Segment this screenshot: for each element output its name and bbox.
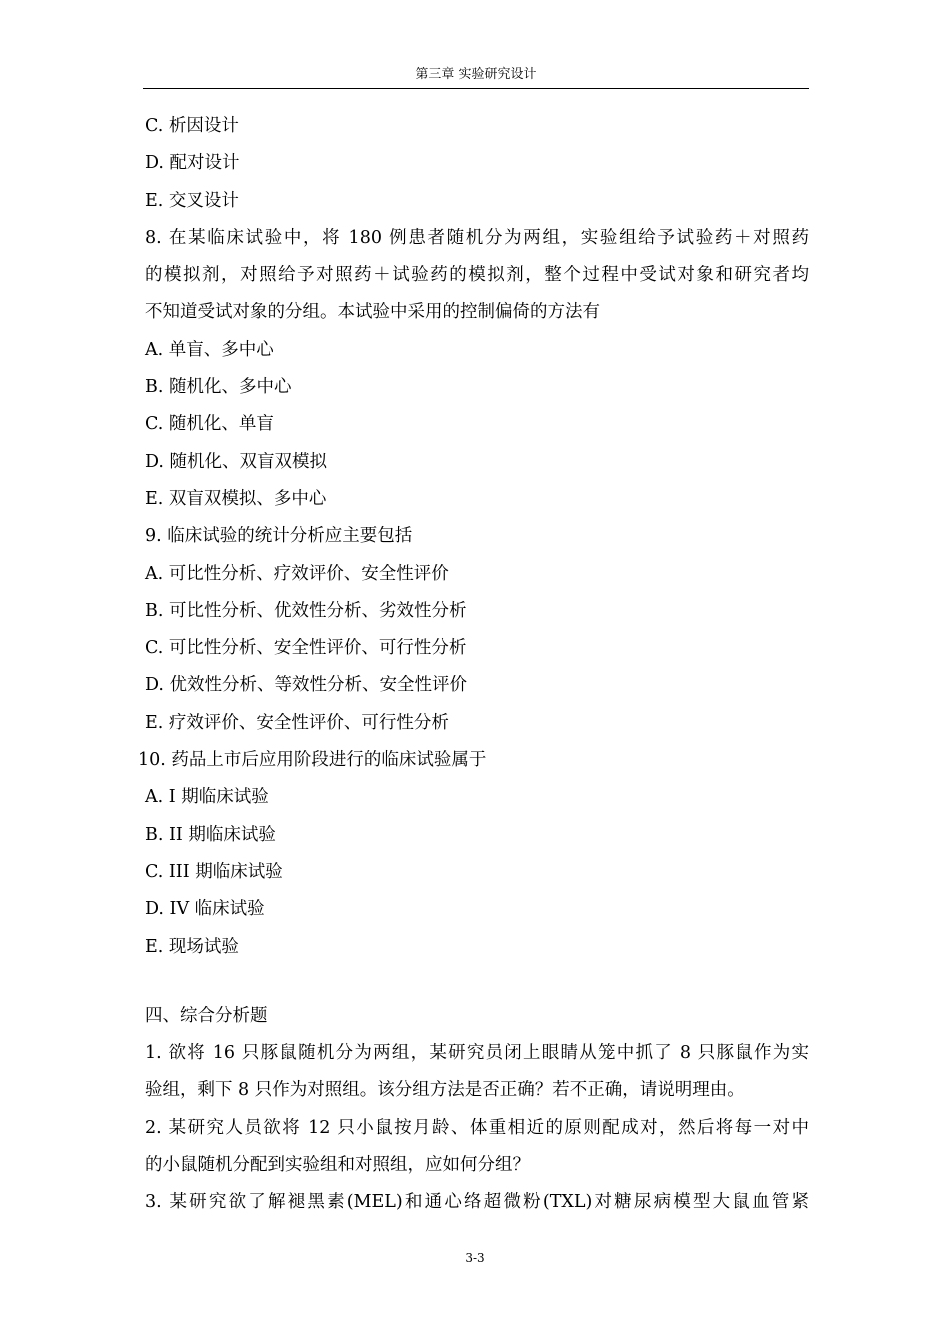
option-c-q9: C. 可比性分析、安全性评价、可行性分析 [145,638,467,659]
option-e-q7: E. 交叉设计 [145,190,239,211]
question-9: 9. 临床试验的统计分析应主要包括 [145,526,413,547]
option-a-q10: A. I 期临床试验 [145,787,269,808]
page-header: 第三章 实验研究设计 [415,67,537,82]
analysis-q2-line-2: 的小鼠随机分配到实验组和对照组，应如何分组？ [145,1155,530,1176]
option-e-q8: E. 双盲双模拟、多中心 [145,488,327,509]
option-a-q9: A. 可比性分析、疗效评价、安全性评价 [145,563,449,584]
question-8-line-1: 8. 在某临床试验中，将 180 例患者随机分为两组，实验组给予试验药＋对照药 [145,227,809,248]
option-d-q9: D. 优效性分析、等效性分析、安全性评价 [145,675,468,696]
question-8-line-3: 不知道受试对象的分组。本试验中采用的控制偏倚的方法有 [145,302,600,323]
option-b-q9: B. 可比性分析、优效性分析、劣效性分析 [145,600,467,621]
analysis-q1-line-2: 验组，剩下 8 只作为对照组。该分组方法是否正确？若不正确，请说明理由。 [145,1080,745,1101]
option-b-q10: B. II 期临床试验 [145,824,276,845]
option-d-q7: D. 配对设计 [145,153,240,174]
analysis-q1-line-1: 1. 欲将 16 只豚鼠随机分为两组，某研究员闭上眼睛从笼中抓了 8 只豚鼠作为实 [145,1043,809,1064]
page-number: 3-3 [465,1251,485,1265]
option-b-q8: B. 随机化、多中心 [145,377,292,398]
option-c-q8: C. 随机化、单盲 [145,414,274,435]
option-c-q7: C. 析因设计 [145,116,239,136]
question-8-line-2: 的模拟剂，对照给予对照药＋试验药的模拟剂，整个过程中受试对象和研究者均 [145,265,809,286]
document-body [138,111,809,1225]
header-rule [143,88,809,89]
analysis-q3-line-1: 3. 某研究欲了解褪黑素(MEL)和通心络超微粉(TXL)对糖尿病模型大鼠血管紧 [145,1192,809,1213]
option-c-q10: C. III 期临床试验 [145,861,283,882]
section-heading: 四、综合分析题 [145,1005,268,1026]
option-a-q8: A. 单盲、多中心 [145,339,274,360]
section-gap [145,969,809,1001]
option-e-q9: E. 疗效评价、安全性评价、可行性分析 [145,712,449,733]
option-d-q8: D. 随机化、双盲双模拟 [145,451,328,472]
option-d-q10: D. IV 临床试验 [145,899,265,920]
question-10: 10. 药品上市后应用阶段进行的临床试验属于 [138,750,487,771]
analysis-q2-line-1: 2. 某研究人员欲将 12 只小鼠按月龄、体重相近的原则配成对，然后将每一对中 [145,1117,809,1138]
option-e-q10: E. 现场试验 [145,936,239,957]
